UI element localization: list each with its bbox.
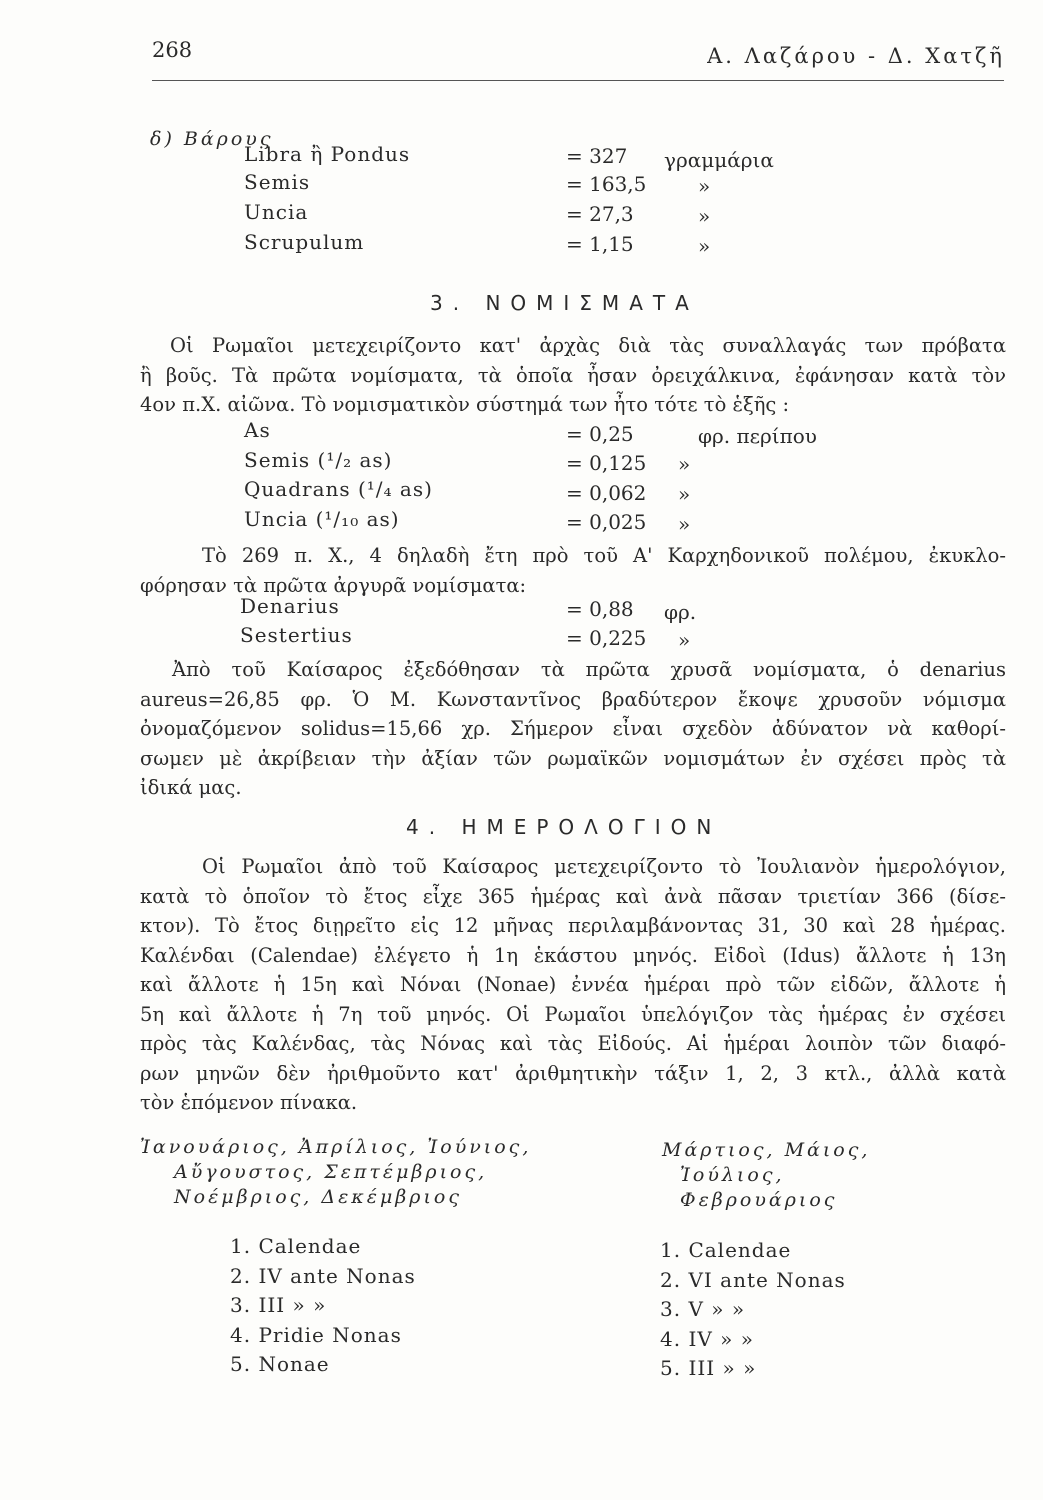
right-column-heading [662,1138,870,1213]
list-item: 4. IV » » [660,1326,754,1351]
text-line: 4ον π.Χ. αἰῶνα. Τὸ νομισματικὸν σύστημά των ἦτο τότε τὸ ἑξῆς : [140,393,790,416]
text-line: Οἱ Ρωμαῖοι ἀπὸ τοῦ Καίσαρος μετεχειρίζοντο τὸ Ἰουλιανὸν ἡμερολόγιον, [202,855,1006,878]
coin-label: Denarius [240,594,340,618]
header-rule [152,80,1004,81]
text-line: Οἱ Ρωμαῖοι μετεχειρίζοντο κατ' ἀρχὰς διὰ τὰς συναλλαγάς των πρόβατα [170,334,1006,357]
silver-intro [140,541,1006,600]
month-group-line: Μάρτιος, Μάιος, [662,1139,871,1161]
text-line: ρων μηνῶν δὲν ἠριθμοῦντο κατ' ἀριθμητικὴν τάξιν 1, 2, 3 κτλ., ἀλλὰ κατὰ [140,1061,1006,1085]
text-line: κτον). Τὸ ἔτος διῃρεῖτο εἰς 12 μῆνας περιλαμβάνοντας 31, 30 καὶ 28 ἡμέρας. [140,914,1006,937]
text-line: σωμεν μὲ ἀκρίβειαν τὴν ἀξίαν τῶν ρωμαϊκῶν νομισμάτων ἐν σχέσει πρὸς τὰ [140,746,1006,770]
list-item: 4. Pridie Nonas [230,1322,402,1347]
weight-unit: γραμμάρια [664,148,774,172]
text-line: ἢ βοῦς. Τὰ πρῶτα νομίσματα, τὰ ὁποῖα ἦσαν ὀρειχάλκινα, ἐφάνησαν κατὰ τὸν [140,363,1006,387]
month-group-line: Αὔγουστος, Σεπτέμβριος, [174,1161,488,1183]
weight-unit: » [698,234,711,258]
weight-label: Scrupulum [244,230,365,254]
text-line: κατὰ τὸ ὁποῖον τὸ ἔτος εἶχε 365 ἡμέρας καὶ ἀνὰ πᾶσαν τριετίαν 366 (δίσε- [140,884,1006,908]
text-line: 5η καὶ ἄλλοτε ἡ 7η τοῦ μηνός. Οἱ Ρωμαῖοι ὑπελόγιζον τὰς ἡμέρας ἐν σχέσει [140,1002,1006,1026]
gold-paragraph [140,655,1006,803]
coin-label: Semis (¹/₂ as) [244,448,393,472]
list-item: 1. Calendae [660,1238,792,1262]
list-item: 2. IV ante Nonas [230,1263,416,1288]
calendar-paragraph [140,852,1006,1118]
coin-unit: φρ. περίπου [698,424,817,448]
coin-value: = 0,225 [566,626,647,650]
month-group-line: Νοέμβριος, Δεκέμβριος [174,1186,462,1208]
text-line: πρὸς τὰς Καλένδας, τὰς Νόνας καὶ τὰς Εἰδούς. Αἱ ἡμέραι λοιπὸν τῶν διαφό- [140,1032,1006,1055]
coin-label: Uncia (¹/₁₀ as) [244,507,400,531]
text-line: καὶ ἄλλοτε ἡ 15η καὶ Νόναι (Nonae) ἐννέα ἡμέραι πρὸ τῶν εἰδῶν, ἄλλοτε ἡ [140,973,1006,996]
section-heading-calendar: 4. ΗΜΕΡΟΛΟΓΙΟΝ [406,815,722,839]
weights-heading: δ) Βάρους [150,128,274,150]
coin-unit: » [678,482,691,506]
month-group-line: Ἰούλιος, [680,1164,785,1186]
text-line: ἰδικά μας. [140,776,242,799]
page-number: 268 [152,38,193,62]
text-line: Τὸ 269 π. Χ., 4 δηλαδὴ ἔτη πρὸ τοῦ Α' Καρχηδονικοῦ πολέμου, ἐκυκλο- [202,544,1006,567]
weight-label: Semis [244,170,311,194]
weight-value: = 27,3 [566,202,634,226]
weight-unit: » [698,174,711,198]
section-heading-coins: 3. ΝΟΜΙΣΜΑΤΑ [430,291,699,315]
right-calendar-list [660,1236,846,1384]
coin-unit: » [678,512,691,536]
text-line: τὸν ἑπόμενον πίνακα. [140,1091,358,1114]
list-item: 3. V » » [660,1297,746,1321]
month-group-line: Φεβρουάριος [680,1189,838,1211]
text-line: ὀνομαζόμενον solidus=15,66 χρ. Σήμερον εἶναι σχεδὸν ἀδύνατον νὰ καθορί- [140,717,1006,740]
list-item: 5. III » » [660,1356,757,1380]
coin-label: Sestertius [240,623,353,647]
text-line: φόρησαν τὰ πρῶτα ἀργυρᾶ νομίσματα: [140,573,527,597]
coin-unit: » [678,628,691,652]
list-item: 1. Calendae [230,1234,362,1258]
coin-label: As [244,418,271,442]
coin-value: = 0,88 [566,597,634,621]
text-line: aureus=26,85 φρ. Ὁ Μ. Κωνσταντῖνος βραδύτερον ἔκοψε χρυσοῦν νόμισμα [140,687,1006,711]
weight-label: Libra ἢ Pondus [244,142,411,166]
running-title: Α. Λαζάρου - Δ. Χατζῆ [707,44,1005,68]
list-item: 5. Nonae [230,1352,330,1376]
coin-value: = 0,025 [566,510,647,534]
coin-label: Quadrans (¹/₄ as) [244,477,433,501]
weight-unit: » [698,204,711,228]
coin-value: = 0,062 [566,481,647,505]
text-line: Ἀπὸ τοῦ Καίσαρος ἐξεδόθησαν τὰ πρῶτα χρυσᾶ νομίσματα, ὁ denarius [172,658,1006,681]
list-item: 2. VI ante Nonas [660,1267,846,1292]
text-line: Καλένδαι (Calendae) ἐλέγετο ἡ 1η ἑκάστου μηνός. Εἰδοὶ (Idus) ἄλλοτε ἡ 13η [140,943,1006,967]
coin-unit: » [678,452,691,476]
weight-value: = 163,5 [566,172,647,196]
weight-value: = 327 [566,144,628,168]
list-item: 3. III » » [230,1293,327,1317]
left-column-heading [140,1135,531,1210]
weight-value: = 1,15 [566,232,634,256]
weight-label: Uncia [244,200,309,224]
coins-intro [140,331,1006,420]
coin-value: = 0,25 [566,422,634,446]
left-calendar-list [230,1232,416,1380]
coin-value: = 0,125 [566,451,647,475]
month-group-line: Ἰανουάριος, Ἀπρίλιος, Ἰούνιος, [140,1136,532,1158]
coin-unit: φρ. [664,600,697,624]
